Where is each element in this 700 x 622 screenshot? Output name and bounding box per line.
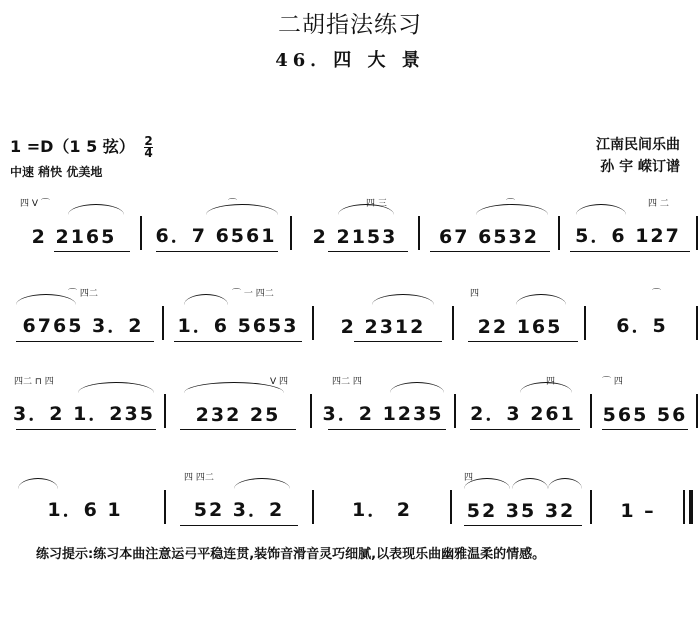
arranger-credit: 孙 宇 嵘订谱 bbox=[600, 159, 680, 175]
beam bbox=[156, 251, 278, 252]
slur bbox=[576, 204, 626, 215]
notes: 3．2 1．235 bbox=[13, 403, 155, 425]
notes: 6．7 6561 bbox=[155, 225, 277, 247]
notes: 5．6 127 bbox=[575, 225, 681, 247]
fingering-mark: ⌒ 四 bbox=[602, 377, 623, 387]
slur bbox=[78, 382, 154, 393]
measure bbox=[424, 199, 554, 254]
slur bbox=[372, 294, 434, 305]
notes: 1 – bbox=[620, 500, 656, 522]
notes: 6．5 bbox=[616, 315, 668, 337]
slur bbox=[184, 382, 284, 393]
measure bbox=[8, 289, 158, 344]
barline bbox=[590, 394, 592, 428]
notes: 2 2153 bbox=[312, 226, 398, 248]
beam bbox=[430, 251, 550, 252]
fingering-mark: 四 bbox=[470, 289, 480, 299]
barline bbox=[696, 306, 698, 340]
fingering-mark: ⌒ bbox=[506, 199, 516, 209]
notes: 52 3．2 bbox=[193, 499, 285, 521]
page-title: 二胡指法练习 bbox=[278, 12, 422, 38]
final-barline bbox=[689, 490, 693, 524]
slur bbox=[548, 478, 582, 489]
barline bbox=[312, 490, 314, 524]
measure bbox=[8, 377, 160, 432]
measure bbox=[456, 473, 586, 528]
key-text: 1 =D（1 5 弦） bbox=[10, 137, 135, 156]
key-signature bbox=[10, 134, 153, 159]
slur bbox=[390, 382, 444, 393]
beam bbox=[464, 525, 582, 526]
fingering-mark: 四 三 bbox=[366, 199, 387, 209]
notes: 2．3 261 bbox=[470, 403, 576, 425]
barline bbox=[290, 216, 292, 250]
beam bbox=[602, 429, 688, 430]
notes: 22 165 bbox=[477, 316, 563, 338]
beam bbox=[54, 251, 130, 252]
time-denominator: 4 bbox=[144, 146, 153, 160]
slur bbox=[206, 204, 278, 215]
measure bbox=[170, 377, 306, 432]
beam bbox=[468, 341, 578, 342]
barline bbox=[162, 306, 164, 340]
beam bbox=[180, 429, 296, 430]
notes: 67 6532 bbox=[439, 226, 539, 248]
barline bbox=[452, 306, 454, 340]
piece-title: 46．四 大 景 bbox=[275, 50, 425, 71]
measure bbox=[10, 199, 138, 254]
beam bbox=[174, 341, 302, 342]
fingering-mark: 四 bbox=[546, 377, 556, 387]
notes: 2 2165 bbox=[31, 226, 117, 248]
fingering-mark: ⌒ bbox=[652, 289, 662, 299]
barline bbox=[450, 490, 452, 524]
measure bbox=[146, 199, 286, 254]
fingering-mark: 四 二 bbox=[648, 199, 669, 209]
measure bbox=[596, 484, 680, 528]
notes: 1． 2 bbox=[351, 499, 413, 521]
fingering-mark: ⌒ 四二 bbox=[68, 289, 98, 299]
notes: 565 56 bbox=[602, 404, 688, 426]
slur bbox=[520, 382, 572, 393]
barline bbox=[696, 216, 698, 250]
source-credit: 江南民间乐曲 bbox=[596, 137, 680, 153]
slur bbox=[512, 478, 548, 489]
fingering-mark: V 四 bbox=[270, 377, 289, 387]
beam bbox=[328, 429, 446, 430]
fingering-mark: ⌒ bbox=[228, 199, 238, 209]
measure bbox=[168, 289, 308, 344]
beam bbox=[470, 429, 580, 430]
barline bbox=[164, 490, 166, 524]
slur bbox=[234, 478, 290, 489]
barline bbox=[584, 306, 586, 340]
slur bbox=[184, 294, 228, 305]
barline bbox=[454, 394, 456, 428]
notes: 1．6 5653 bbox=[177, 315, 299, 337]
beam bbox=[354, 341, 442, 342]
fingering-mark: 四 bbox=[464, 473, 474, 483]
measure bbox=[460, 377, 586, 432]
fingering-mark: 四 四二 bbox=[184, 473, 214, 483]
slur bbox=[18, 478, 58, 489]
slur bbox=[516, 294, 566, 305]
barline bbox=[590, 490, 592, 524]
measure bbox=[8, 484, 162, 528]
fingering-mark: 四二 ⊓ 四 bbox=[14, 377, 54, 387]
notes: 6765 3．2 bbox=[22, 315, 144, 337]
measure bbox=[318, 484, 446, 528]
time-signature bbox=[144, 136, 152, 159]
fingering-mark: ⌒ 一 四二 bbox=[232, 289, 274, 299]
slur bbox=[16, 294, 76, 305]
time-numerator: 2 bbox=[144, 134, 153, 148]
measure bbox=[316, 377, 450, 432]
notes: 3．2 1235 bbox=[322, 403, 444, 425]
measure bbox=[596, 377, 694, 432]
tempo-marking: 中速 稍快 优美地 bbox=[10, 165, 103, 179]
slur bbox=[476, 204, 548, 215]
fingering-mark: 四二 四 bbox=[332, 377, 362, 387]
barline bbox=[312, 306, 314, 340]
notes: 52 35 32 bbox=[466, 500, 576, 522]
barline bbox=[164, 394, 166, 428]
notes: 1．6 1 bbox=[47, 499, 123, 521]
measure bbox=[458, 289, 582, 344]
fingering-mark: 四 V ⌒ bbox=[20, 199, 50, 209]
notes: 232 25 bbox=[195, 404, 281, 426]
measure bbox=[562, 199, 694, 254]
slur bbox=[68, 204, 124, 215]
barline bbox=[558, 216, 560, 250]
barline bbox=[418, 216, 420, 250]
practice-tip: 练习提示:练习本曲注意运弓平稳连贯,装饰音滑音灵巧细腻,以表现乐曲幽雅温柔的情感。 bbox=[36, 547, 546, 562]
measure bbox=[590, 289, 694, 344]
measure bbox=[170, 473, 308, 528]
barline bbox=[696, 394, 698, 428]
measure bbox=[296, 199, 414, 254]
beam bbox=[16, 429, 156, 430]
barline bbox=[683, 490, 685, 524]
beam bbox=[328, 251, 408, 252]
measure bbox=[318, 300, 448, 344]
barline bbox=[140, 216, 142, 250]
beam bbox=[16, 341, 154, 342]
beam bbox=[180, 525, 298, 526]
barline bbox=[310, 394, 312, 428]
notes: 2 2312 bbox=[340, 316, 426, 338]
beam bbox=[570, 251, 690, 252]
